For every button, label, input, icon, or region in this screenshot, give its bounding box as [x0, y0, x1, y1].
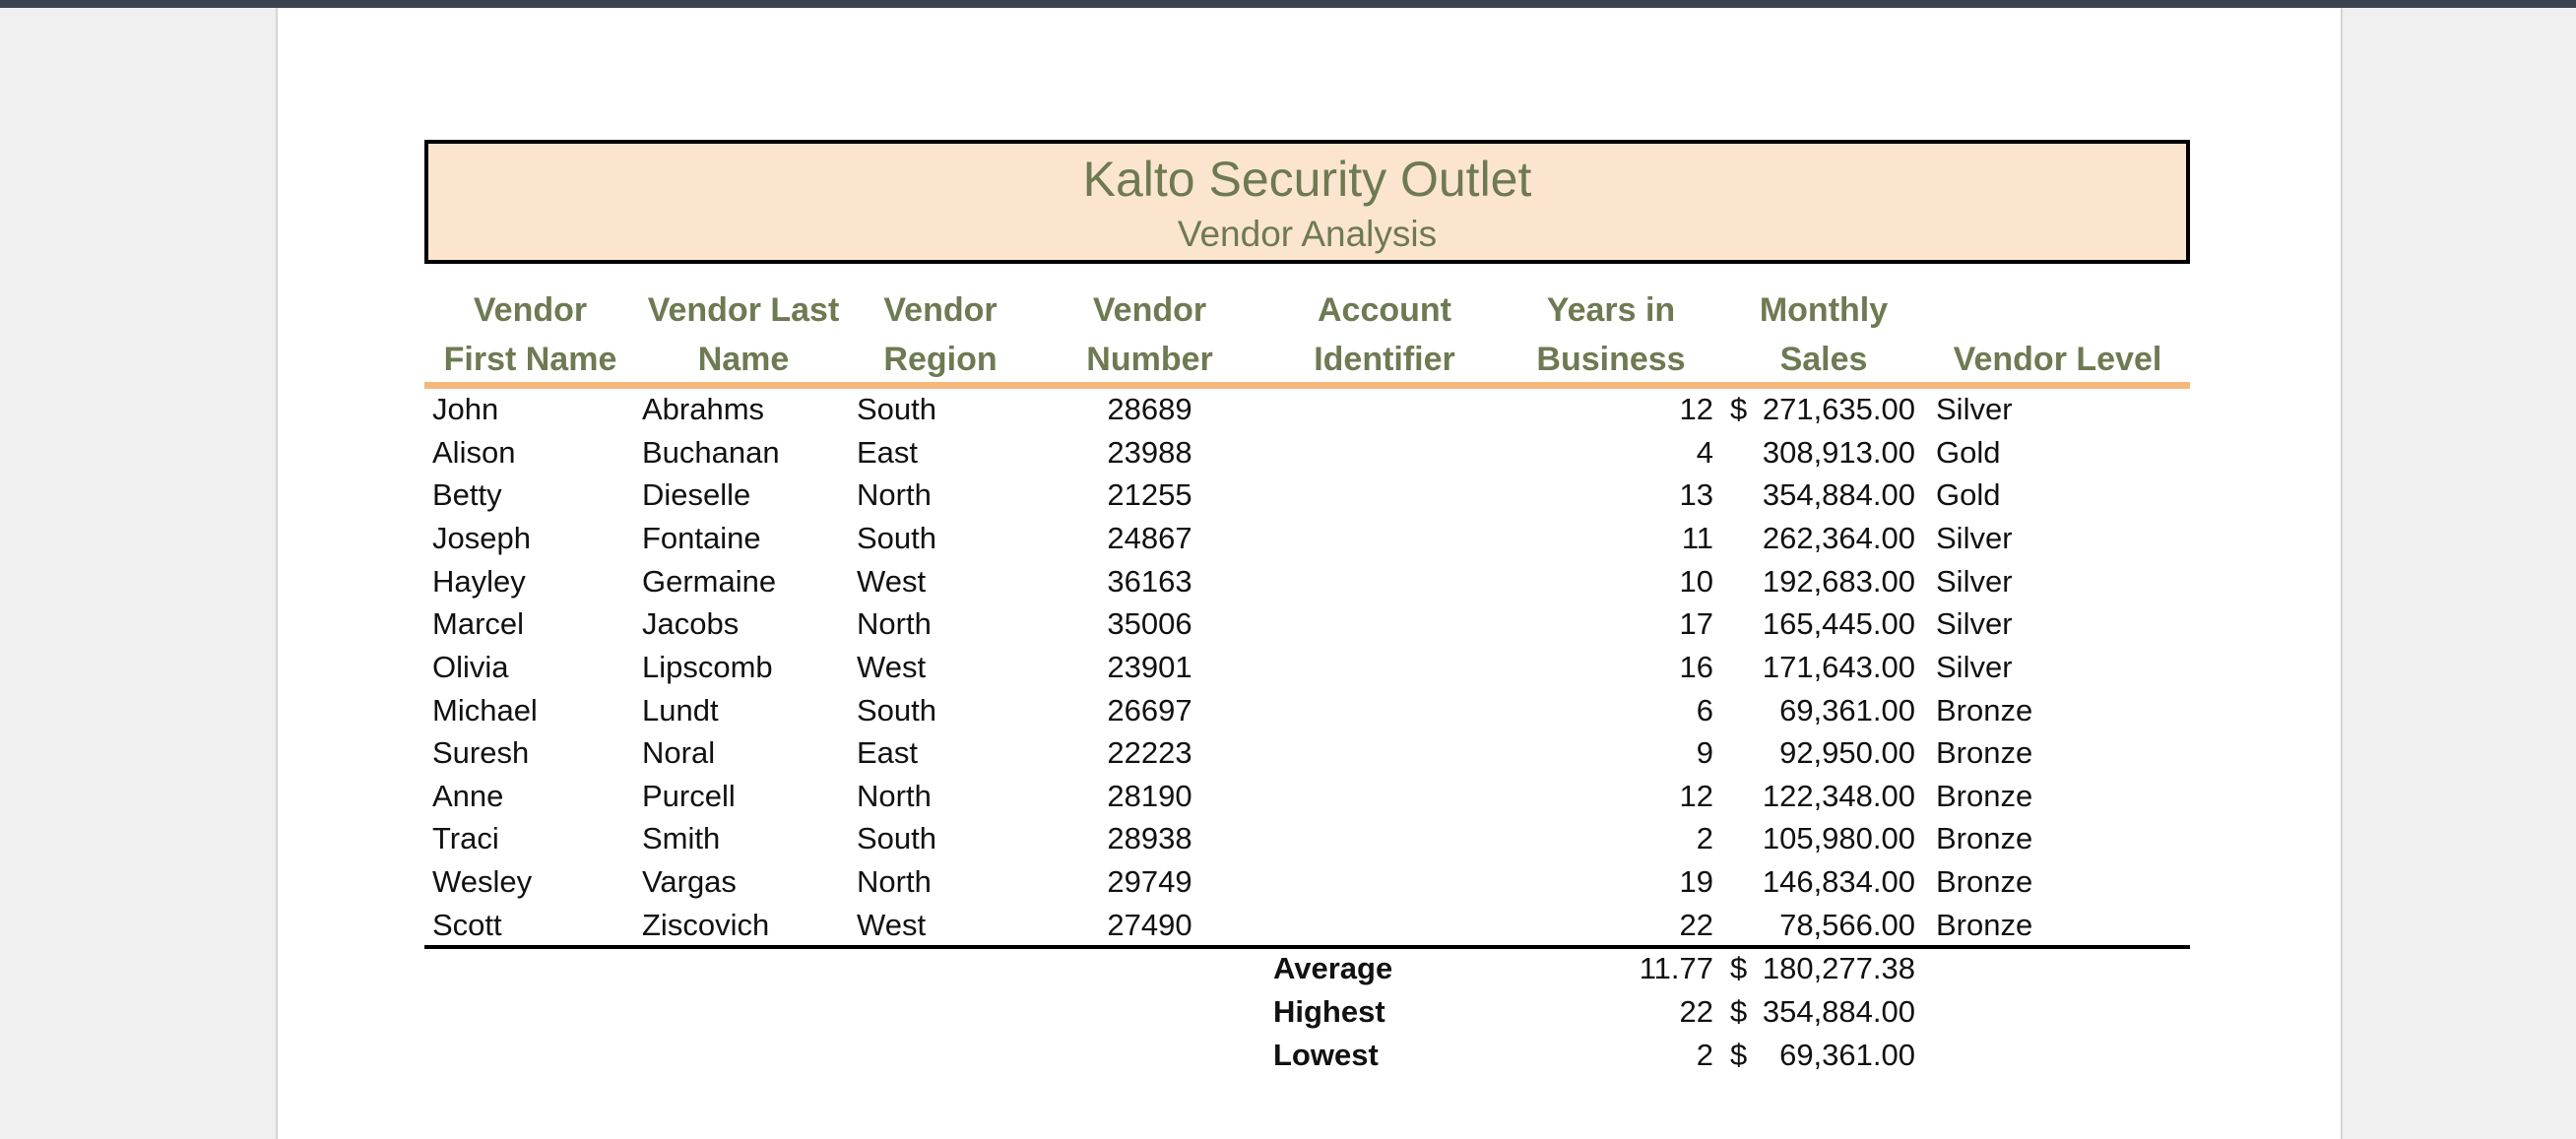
header-region-line2: Region — [883, 341, 998, 378]
cell-years[interactable]: 12 — [1679, 392, 1713, 426]
cell-monthly-sales[interactable]: 192,683.00 — [1762, 564, 1915, 599]
cell-region[interactable]: North — [857, 606, 932, 641]
cell-last-name[interactable]: Jacobs — [642, 606, 740, 641]
summary-years[interactable]: 2 — [1696, 1038, 1713, 1072]
header-vendor-number-line1: Vendor — [1092, 291, 1207, 329]
cell-vendor-level[interactable]: Bronze — [1936, 864, 2033, 899]
cell-vendor-level[interactable]: Gold — [1936, 477, 2001, 512]
cell-monthly-sales[interactable]: 122,348.00 — [1762, 779, 1915, 813]
cell-years[interactable]: 12 — [1679, 779, 1713, 813]
cell-region[interactable]: South — [857, 821, 937, 855]
header-region-line1: Vendor — [883, 291, 998, 329]
header-vendor-level-spacer — [1925, 285, 2190, 335]
cell-vendor-number[interactable]: 24867 — [1107, 521, 1192, 555]
cell-region[interactable]: East — [857, 435, 919, 470]
cell-region[interactable]: North — [857, 779, 932, 813]
cell-region[interactable]: North — [857, 864, 932, 899]
header-last-name-line2: Name — [697, 341, 790, 378]
cell-years[interactable]: 16 — [1679, 650, 1713, 684]
cell-region[interactable]: West — [857, 908, 927, 942]
summary-label: Highest — [1273, 994, 1385, 1029]
cell-vendor-level[interactable]: Bronze — [1936, 693, 2033, 728]
cell-years[interactable]: 10 — [1679, 564, 1713, 599]
cell-last-name[interactable]: Smith — [642, 821, 721, 855]
header-vendor-level[interactable] — [1925, 285, 2190, 384]
header-first-name[interactable] — [424, 285, 636, 384]
summary-currency: $ — [1730, 994, 1748, 1029]
cell-first-name[interactable]: Traci — [432, 821, 499, 855]
window-top-bar — [0, 0, 2576, 8]
cell-monthly-sales[interactable]: 271,635.00 — [1762, 392, 1915, 426]
cell-monthly-sales[interactable]: 308,913.00 — [1762, 435, 1915, 470]
cell-last-name[interactable]: Lipscomb — [642, 650, 773, 684]
cell-monthly-sales[interactable]: 146,834.00 — [1762, 864, 1915, 899]
header-account-identifier[interactable] — [1269, 285, 1500, 384]
cell-last-name[interactable]: Vargas — [642, 864, 737, 899]
cell-vendor-number[interactable]: 29749 — [1107, 864, 1192, 899]
cell-last-name[interactable]: Dieselle — [642, 477, 751, 512]
cell-years[interactable]: 9 — [1696, 735, 1713, 770]
cell-vendor-level[interactable]: Bronze — [1936, 908, 2033, 942]
cell-currency: $ — [1730, 392, 1748, 426]
header-first-name-line1: Vendor — [473, 291, 588, 329]
cell-monthly-sales[interactable]: 105,980.00 — [1762, 821, 1915, 855]
cell-first-name[interactable]: Suresh — [432, 735, 530, 770]
cell-vendor-level[interactable]: Silver — [1936, 521, 2013, 555]
cell-vendor-number[interactable]: 28689 — [1107, 392, 1192, 426]
cell-first-name[interactable]: Anne — [432, 779, 504, 813]
cell-vendor-number[interactable]: 28190 — [1107, 779, 1192, 813]
cell-first-name[interactable]: Olivia — [432, 650, 509, 684]
summary-years[interactable]: 11.77 — [1639, 951, 1713, 985]
cell-years[interactable]: 2 — [1696, 821, 1713, 855]
cell-vendor-number[interactable]: 21255 — [1107, 477, 1192, 512]
summary-label: Average — [1273, 951, 1393, 985]
cell-vendor-level[interactable]: Bronze — [1936, 779, 2033, 813]
cell-first-name[interactable]: Hayley — [432, 564, 526, 599]
cell-region[interactable]: South — [857, 693, 937, 728]
cell-years[interactable]: 22 — [1679, 908, 1713, 942]
summary-label: Lowest — [1273, 1038, 1379, 1072]
cell-first-name[interactable]: Joseph — [432, 521, 531, 555]
header-monthly-sales[interactable] — [1722, 285, 1925, 384]
cell-vendor-number[interactable]: 23901 — [1107, 650, 1192, 684]
summary-sales[interactable]: 180,277.38 — [1762, 951, 1915, 985]
sheet-subtitle: Vendor Analysis — [1177, 214, 1438, 254]
cell-last-name[interactable]: Fontaine — [642, 521, 761, 555]
cell-monthly-sales[interactable]: 354,884.00 — [1762, 477, 1915, 512]
summary-sales[interactable]: 69,361.00 — [1779, 1038, 1915, 1072]
cell-monthly-sales[interactable]: 262,364.00 — [1762, 521, 1915, 555]
summary-years[interactable]: 22 — [1679, 994, 1713, 1029]
cell-region[interactable]: West — [857, 564, 927, 599]
cell-vendor-number[interactable]: 35006 — [1107, 606, 1192, 641]
cell-years[interactable]: 11 — [1681, 521, 1713, 555]
header-years[interactable] — [1500, 285, 1722, 384]
cell-first-name[interactable]: John — [432, 392, 499, 426]
cell-last-name[interactable]: Buchanan — [642, 435, 780, 470]
header-years-line2: Business — [1536, 341, 1686, 378]
cell-monthly-sales[interactable]: 69,361.00 — [1779, 693, 1915, 728]
cell-years[interactable]: 19 — [1679, 864, 1713, 899]
cell-years[interactable]: 6 — [1696, 693, 1713, 728]
cell-monthly-sales[interactable]: 78,566.00 — [1779, 908, 1915, 942]
header-account-identifier-line2: Identifier — [1314, 341, 1455, 378]
cell-last-name[interactable]: Noral — [642, 735, 716, 770]
cell-vendor-number[interactable]: 36163 — [1107, 564, 1192, 599]
cell-monthly-sales[interactable]: 171,643.00 — [1762, 650, 1915, 684]
summary-sales[interactable]: 354,884.00 — [1762, 994, 1915, 1029]
cell-region[interactable]: East — [857, 735, 919, 770]
cell-first-name[interactable]: Wesley — [432, 864, 533, 899]
header-last-name-line1: Vendor Last — [647, 291, 840, 329]
cell-region[interactable]: South — [857, 392, 937, 426]
cell-first-name[interactable]: Marcel — [432, 606, 525, 641]
header-monthly-sales-line1: Monthly — [1759, 291, 1889, 329]
cell-vendor-level[interactable]: Silver — [1936, 606, 2013, 641]
cell-monthly-sales[interactable]: 92,950.00 — [1779, 735, 1915, 770]
cell-vendor-number[interactable]: 26697 — [1107, 693, 1192, 728]
cell-vendor-level[interactable]: Silver — [1936, 392, 2013, 426]
cell-region[interactable]: North — [857, 477, 932, 512]
sheet-title: Kalto Security Outlet — [1082, 152, 1532, 207]
header-vendor-number[interactable] — [1030, 285, 1269, 384]
cell-vendor-number[interactable]: 28938 — [1107, 821, 1192, 855]
cell-vendor-level[interactable]: Silver — [1936, 650, 2013, 684]
cell-last-name[interactable]: Abrahms — [642, 392, 765, 426]
cell-region[interactable]: South — [857, 521, 937, 555]
cell-first-name[interactable]: Alison — [432, 435, 516, 470]
cell-first-name[interactable]: Betty — [432, 477, 502, 512]
cell-vendor-number[interactable]: 22223 — [1107, 735, 1192, 770]
cell-vendor-level[interactable]: Silver — [1936, 564, 2013, 599]
cell-last-name[interactable]: Ziscovich — [642, 908, 770, 942]
cell-last-name[interactable]: Lundt — [642, 693, 719, 728]
cell-vendor-number[interactable]: 27490 — [1107, 908, 1192, 942]
header-monthly-sales-line2: Sales — [1779, 341, 1868, 378]
title-banner[interactable] — [424, 140, 2190, 264]
cell-vendor-level[interactable]: Gold — [1936, 435, 2001, 470]
cell-vendor-level[interactable]: Bronze — [1936, 821, 2033, 855]
header-years-line1: Years in — [1546, 291, 1676, 329]
cell-monthly-sales[interactable]: 165,445.00 — [1762, 606, 1915, 641]
summary-currency: $ — [1730, 951, 1748, 985]
cell-years[interactable]: 13 — [1679, 477, 1713, 512]
header-first-name-line2: First Name — [443, 341, 617, 378]
header-last-name[interactable] — [636, 285, 851, 384]
header-vendor-number-line2: Number — [1086, 341, 1213, 378]
cell-years[interactable]: 17 — [1679, 606, 1713, 641]
cell-vendor-number[interactable]: 23988 — [1107, 435, 1192, 470]
cell-years[interactable]: 4 — [1696, 435, 1713, 470]
header-account-identifier-line1: Account — [1318, 291, 1451, 329]
cell-last-name[interactable]: Germaine — [642, 564, 777, 599]
cell-first-name[interactable]: Michael — [432, 693, 538, 728]
summary-currency: $ — [1730, 1038, 1748, 1072]
header-vendor-level-label: Vendor Level — [1953, 341, 2162, 378]
cell-region[interactable]: West — [857, 650, 927, 684]
cell-last-name[interactable]: Purcell — [642, 779, 736, 813]
header-region[interactable] — [851, 285, 1030, 384]
cell-vendor-level[interactable]: Bronze — [1936, 735, 2033, 770]
cell-first-name[interactable]: Scott — [432, 908, 502, 942]
